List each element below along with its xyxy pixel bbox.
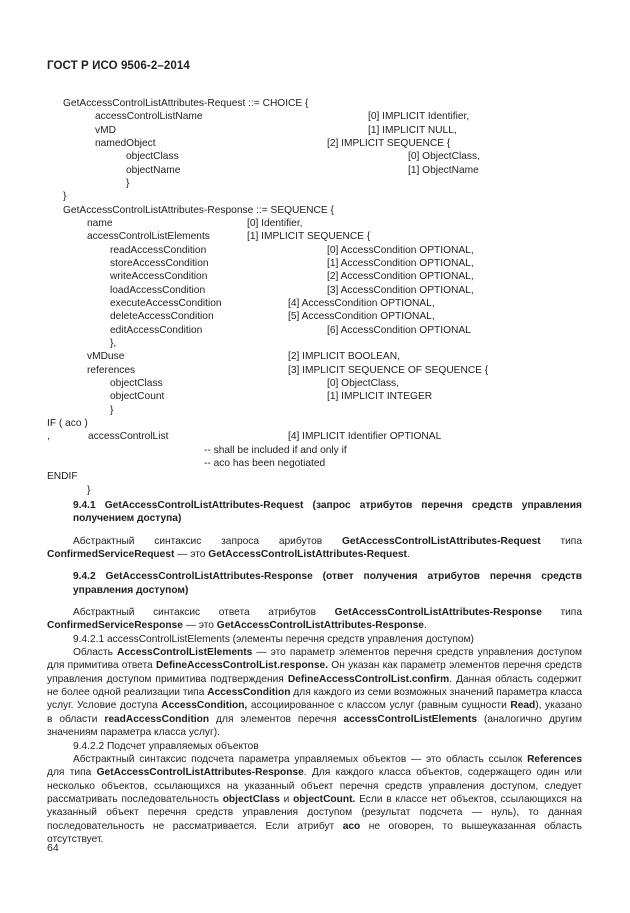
paragraph-9-4-2 bbox=[47, 606, 582, 633]
subsection-title-9-4-2-1: 9.4.2.1 accessControlListElements (элементы перечня средств управления доступом) bbox=[73, 633, 474, 645]
text-run: ), указано в области bbox=[47, 700, 582, 725]
text-run: — это параметр элементов перечня средств управления доступом для примитива ответа bbox=[47, 647, 583, 672]
code-token: } bbox=[87, 485, 91, 496]
text-run: . bbox=[406, 549, 410, 561]
term-confirmed-service-request: ConfirmedServiceRequest bbox=[47, 549, 175, 561]
term: DefineAccessControlList.confirm bbox=[287, 673, 450, 685]
code-type-spec: [0] ObjectClass, bbox=[327, 378, 399, 389]
term-request-type: GetAccessControlListAttributes-Request bbox=[341, 535, 541, 547]
code-token: -- shall be included if and only if bbox=[204, 445, 347, 456]
code-type-spec: [0] IMPLICIT Identifier, bbox=[368, 111, 470, 122]
subsection-title-9-4-2-2: 9.4.2.2 Подсчет управляемых объектов bbox=[73, 740, 259, 752]
term: AccessCondition bbox=[207, 687, 291, 699]
code-type-spec: [1] IMPLICIT SEQUENCE { bbox=[247, 231, 371, 242]
term: readAccessCondition bbox=[104, 713, 210, 725]
term: References bbox=[527, 753, 582, 765]
text-run: типа bbox=[541, 607, 582, 619]
text-run: . bbox=[423, 620, 427, 632]
term: objectCount. bbox=[293, 793, 356, 805]
code-token: writeAccessCondition bbox=[110, 271, 208, 282]
code-type-spec: [0] Identifier, bbox=[247, 218, 303, 229]
term: objectClass bbox=[222, 793, 280, 805]
code-type-spec: [3] IMPLICIT SEQUENCE OF SEQUENCE { bbox=[288, 365, 489, 376]
text-run: и bbox=[279, 793, 294, 805]
code-token: storeAccessCondition bbox=[110, 258, 209, 269]
code-token: objectClass bbox=[126, 151, 179, 162]
text-run: типа bbox=[540, 535, 582, 547]
prose-section bbox=[47, 499, 582, 846]
paragraph-9-4-2-1 bbox=[47, 646, 582, 739]
code-type-spec: accessControlList bbox=[88, 431, 169, 442]
section-heading-9-4-1: 9.4.1 GetAccessControlListAttributes-Request (запрос атрибутов перечня средств управления получением доступа) bbox=[73, 500, 582, 525]
code-type-spec: [2] IMPLICIT SEQUENCE { bbox=[327, 138, 451, 149]
code-type-spec: [1] ObjectName bbox=[408, 165, 479, 176]
code-type-spec: [4] AccessCondition OPTIONAL, bbox=[288, 298, 435, 309]
term: aco bbox=[342, 820, 361, 832]
term-confirmed-service-response: ConfirmedServiceResponse bbox=[47, 620, 183, 632]
code-token: }, bbox=[110, 338, 117, 349]
code-token: deleteAccessCondition bbox=[110, 311, 214, 322]
code-token: vMDuse bbox=[87, 351, 125, 362]
term-response-type: GetAccessControlListAttributes-Response bbox=[216, 620, 424, 632]
section-heading-9-4-2: 9.4.2 GetAccessControlListAttributes-Response (ответ получения атрибутов перечня средств управления доступом) bbox=[73, 571, 582, 596]
code-token: loadAccessCondition bbox=[110, 285, 206, 296]
code-token: objectName bbox=[126, 165, 181, 176]
term-response-type: GetAccessControlListAttributes-Response bbox=[334, 607, 542, 619]
code-token: accessControlListName bbox=[95, 111, 203, 122]
term: DefineAccessControlList.response. bbox=[155, 660, 329, 672]
code-token: editAccessCondition bbox=[110, 325, 203, 336]
code-type-spec: [1] AccessCondition OPTIONAL, bbox=[327, 258, 474, 269]
code-token: GetAccessControlListAttributes-Response ::= SEQUENCE { bbox=[63, 205, 334, 216]
code-token: , bbox=[47, 431, 50, 442]
term: GetAccessControlListAttributes-Response bbox=[96, 767, 304, 779]
text-run: (аналогично другим значениям параметра класса услуг). bbox=[47, 713, 582, 739]
text-run: ассоциированное с классом услуг (равным сущности bbox=[247, 700, 511, 712]
code-type-spec: [6] AccessCondition OPTIONAL bbox=[327, 325, 471, 336]
text-run: Абстрактный синтаксис ответа атрибутов bbox=[73, 607, 335, 619]
code-type-spec: [2] IMPLICIT BOOLEAN, bbox=[288, 351, 400, 362]
code-token: accessControlListElements bbox=[87, 231, 210, 242]
code-type-spec: [0] AccessCondition OPTIONAL, bbox=[327, 245, 474, 256]
term: Read bbox=[510, 700, 536, 712]
paragraph-9-4-1 bbox=[47, 535, 582, 562]
text-run: Абстрактный синтаксис запроса арибутов bbox=[73, 535, 342, 547]
text-run: — это bbox=[174, 549, 209, 561]
code-type-spec: [2] AccessCondition OPTIONAL, bbox=[327, 271, 474, 282]
code-token: } bbox=[126, 178, 130, 189]
code-token: vMD bbox=[95, 125, 116, 136]
code-token: references bbox=[87, 365, 136, 376]
code-token: objectCount bbox=[110, 391, 165, 402]
code-token: readAccessCondition bbox=[110, 245, 207, 256]
term-request-type: GetAccessControlListAttributes-Request bbox=[208, 549, 407, 561]
term: accessControlListElements bbox=[343, 713, 478, 725]
text-run: Область bbox=[73, 647, 118, 659]
text-run: для элементов перечня bbox=[209, 713, 344, 725]
term: AccessCondition, bbox=[161, 700, 248, 712]
page-number: 64 bbox=[47, 842, 59, 854]
code-type-spec: [5] AccessCondition OPTIONAL, bbox=[288, 311, 435, 322]
code-token: } bbox=[110, 405, 114, 416]
text-run: — это bbox=[182, 620, 217, 632]
text-run: не оговорен, то вышеуказанная область отсутствует. bbox=[47, 820, 582, 845]
code-token: executeAccessCondition bbox=[110, 298, 222, 309]
code-type-spec: [0] ObjectClass, bbox=[408, 151, 480, 162]
text-run: Если в классе нет объектов, ссылающихся на указанный объект перечня средств управления доступом (результат подсчета — нуль), то данная последовательность не рассматривается. Если атрибут bbox=[47, 793, 582, 832]
code-type-spec: [1] IMPLICIT INTEGER bbox=[327, 391, 433, 402]
code-token: name bbox=[87, 218, 113, 229]
code-type-spec: [4] IMPLICIT Identifier OPTIONAL bbox=[288, 431, 442, 442]
text-run: Абстрактный синтаксис подсчета параметра управляемых объектов — это область ссылок bbox=[73, 753, 528, 765]
text-run: . Для каждого класса объектов, содержащего один или несколько объектов, ссылающихся на указанный объект перечня средств управления доступом, следует рассматривать последовательность bbox=[47, 767, 582, 805]
code-token: ENDIF bbox=[47, 471, 78, 482]
code-token: IF ( aco ) bbox=[47, 418, 88, 429]
code-token: namedObject bbox=[95, 138, 156, 149]
text-run: для типа bbox=[47, 767, 97, 779]
code-type-spec: [1] IMPLICIT NULL, bbox=[368, 125, 457, 136]
code-token: GetAccessControlListAttributes-Request ::= CHOICE { bbox=[63, 98, 309, 109]
code-token: objectClass bbox=[110, 378, 163, 389]
page-header-standard-title: ГОСТ Р ИСО 9506-2–2014 bbox=[47, 60, 190, 72]
text-run: . Данная область содержит не более одной реализации типа bbox=[47, 673, 582, 699]
code-token: -- aco has been negotiated bbox=[204, 458, 326, 469]
term: AccessControlListElements bbox=[117, 647, 253, 659]
code-type-spec: [3] AccessCondition OPTIONAL, bbox=[327, 285, 474, 296]
paragraph-9-4-2-2 bbox=[47, 753, 582, 846]
text-run: для каждого из семи возможных значений параметра класса услуг. Условие доступа bbox=[47, 687, 582, 712]
text-run: Он указан как параметр элементов перечня средств управления доступом примитива подтверждения bbox=[47, 660, 582, 685]
code-token: } bbox=[63, 191, 67, 202]
